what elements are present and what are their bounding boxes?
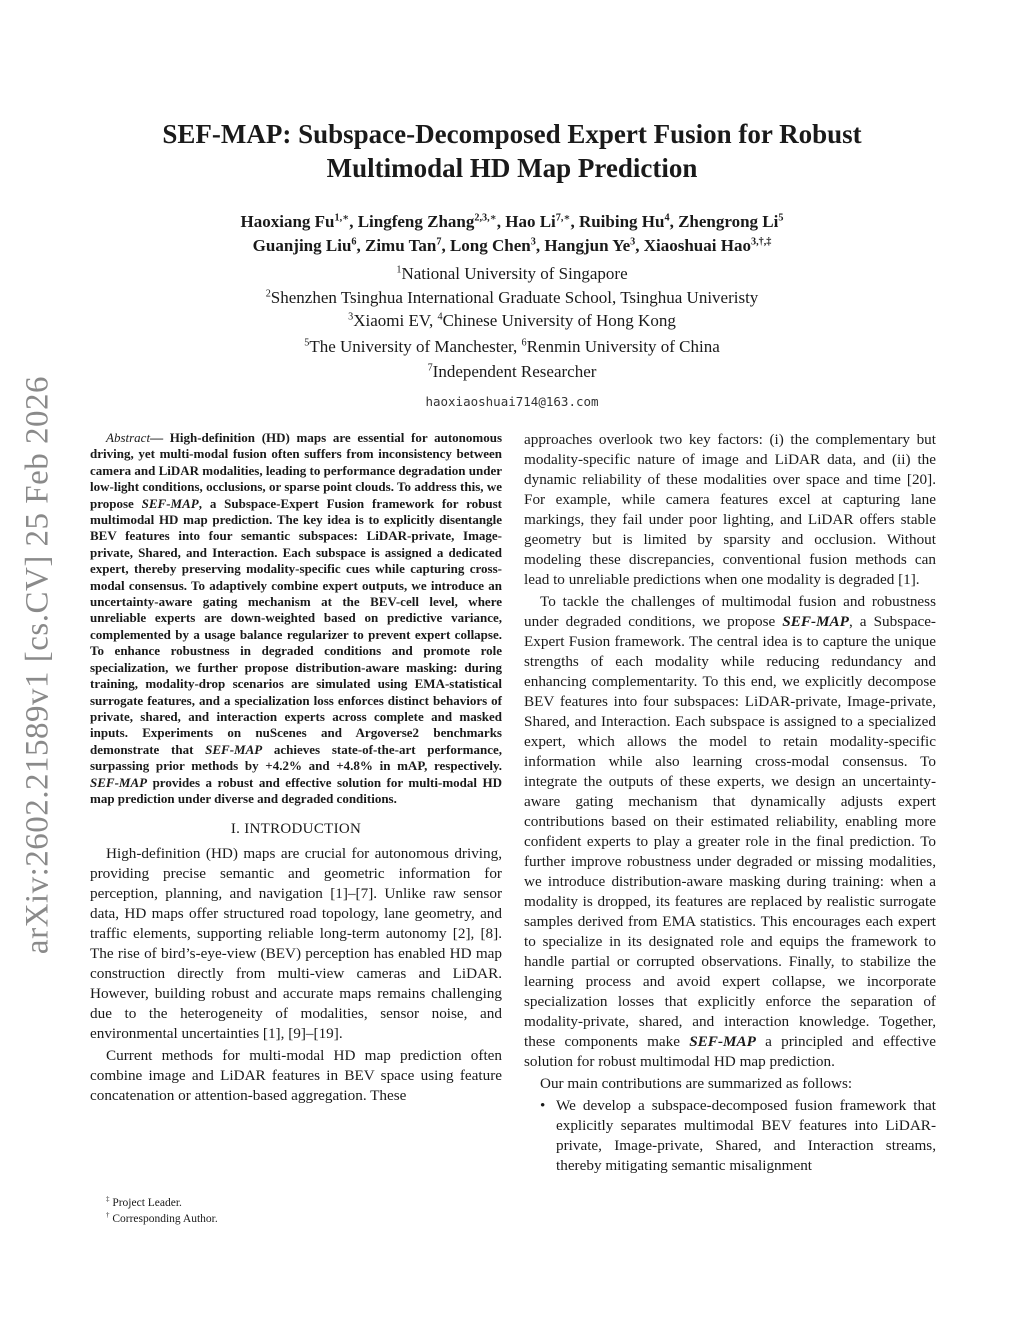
author-affil-mark: 6	[351, 236, 357, 248]
affiliation-4	[120, 335, 904, 359]
section-heading-introduction: I. INTRODUCTION	[230, 821, 362, 838]
author-line-2: Guanjing Liu$^6$, Zimu Tan$^7$, Long Chen$^3$, Hangjun Ye$^3$, Xiaoshuai Hao$^{3,\dagger,\ddagger}$	[252, 236, 772, 255]
model-name: SEF-MAP	[689, 1033, 756, 1050]
intro-paragraph-5: Our main contributions are summarized as follows:	[540, 1075, 853, 1092]
author-name: Hangjun Ye	[544, 236, 631, 255]
author-line-1: Haoxiang $Fu^{1,∗}$, Lingfeng Zhang$^{2,3,∗}$, Hao $Li^{7,∗}$, Ruibing Hu$^4$, Zhengrong Li$^5$	[240, 212, 784, 231]
author-affil-mark: 3,†,‡	[750, 236, 772, 248]
arxiv-identifier-stamp: arXiv:2602.21589v1 [cs.CV] 25 Feb 2026	[19, 375, 56, 955]
author-name: Haoxiang Fu	[240, 212, 335, 231]
author-affil-mark: 1,∗	[334, 212, 350, 224]
left-column	[90, 430, 502, 1106]
affil-mark: 4	[437, 311, 443, 323]
footnote-mark: ‡	[106, 1196, 110, 1204]
footnote-text: Project Leader.	[109, 1197, 182, 1209]
bullet-icon: •	[540, 1097, 546, 1114]
footnote-project-leader	[90, 1195, 502, 1211]
list-item-text: We develop a subspace-decomposed fusion framework that explicitly separates multimodal BEV features into LiDAR-private, Image-private, Shared, and Interaction streams, thereby mitigating semantic misalignment	[556, 1097, 936, 1174]
affil-mark: 7	[427, 362, 433, 374]
affil-text: Shenzhen Tsinghua International Graduate School, Tsinghua Univeristy	[270, 287, 759, 307]
affil-text: National University of Singapore	[401, 264, 628, 283]
model-name: SEF-MAP	[90, 774, 148, 790]
author-affil-mark: 5	[778, 212, 784, 224]
author-affil-mark: 7,∗	[555, 212, 571, 224]
affil-text: The University of Manchester,	[309, 336, 522, 356]
abstract-text: High-definition (HD) maps are essential for autonomous driving, yet multi-modal fusion often suffers from inconsistency between camera and LiDAR modalities, leading to performance degradation under low-light conditions, occlusions, or sparse point clouds. To address this, we propose	[90, 430, 503, 511]
abstract-label: Abstract	[106, 430, 151, 445]
footnote-mark: †	[106, 1212, 110, 1220]
intro-paragraph-1: High-definition (HD) maps are crucial for autonomous driving, providing precise semantic and geometric information for perception, planning, and navigation [1]–[7]. Unlike raw sensor data, HD maps offer structured road topology, lane geometry, and traffic elements, supporting reliable long-term autonomy [2], [8]. The rise of bird’s-eye-view (BEV) perception has enabled HD map construction directly from multi-view cameras and LiDAR. However, building robust and accurate maps remains challenging due to the heterogeneity of modalities, sensor noise, and environmental uncertainties [1], [9]–[19].	[90, 845, 502, 1043]
affiliations	[120, 262, 904, 384]
abstract-text: achieves state-of-the-art performance, surpassing prior methods by +4.2% and +4.8% in mAP, respectively.	[90, 741, 502, 774]
affiliation-3	[120, 309, 904, 333]
footnotes	[90, 1195, 502, 1227]
footnote-text: Corresponding Author.	[109, 1213, 218, 1225]
author-name: Xiaoshuai Hao	[643, 236, 751, 255]
affil-text: Xiaomi EV,	[353, 311, 438, 330]
author-name: Long Chen	[449, 236, 531, 255]
list-item	[524, 1096, 936, 1176]
author-name: Zhengrong Li	[678, 212, 779, 231]
author-affil-mark: 3	[630, 236, 636, 248]
affiliation-5	[120, 360, 904, 384]
affil-mark: 5	[304, 336, 310, 348]
affil-mark: 1	[396, 264, 402, 276]
contact-email[interactable]: haoxiaoshuai714@163.com	[425, 394, 599, 409]
intro-paragraph-2: Current methods for multi-modal HD map prediction often combine image and LiDAR features in BEV space using feature concatenation or attention-based aggregation. These	[90, 1047, 502, 1105]
footnote-corresponding-author	[90, 1211, 502, 1227]
affil-mark: 3	[348, 311, 354, 323]
model-name: SEF-MAP	[782, 613, 849, 630]
abstract-text: , a Subspace-Expert Fusion framework for robust multimodal HD map prediction. The key idea is to explicitly disentangle BEV features into four semantic subspaces: LiDAR-private, Image-private, Shared, and Interaction. Each subspace is assigned a dedicated expert, thereby preserving modality-specific cues while capturing cross-modal consensus. To adaptively combine expert outputs, we introduce an uncertainty-aware gating mechanism at the BEV-cell level, where unreliable experts are down-weighted based on predictive variance, complemented by a usage balance regularizer to prevent expert collapse. To enhance robustness in degraded conditions and promote role specialization, we further propose distribution-aware masking: during training, modality-drop scenarios are simulated using EMA-statistical surrogate features, and a specialization loss enforces distinct behaviors of private, shared, and interaction experts across complete and masked inputs. Experiments on nuScenes and Argoverse2 benchmarks demonstrate that	[90, 495, 502, 757]
right-column	[524, 430, 936, 1176]
model-name: SEF-MAP	[141, 495, 199, 511]
title-line-1: SEF-MAP: Subspace-Decomposed Expert Fusion for Robust	[162, 119, 862, 149]
affiliation-1	[120, 262, 904, 286]
author-name: Ruibing Hu	[578, 212, 665, 231]
title-line-2: Multimodal HD Map Prediction	[326, 153, 698, 183]
paper-title	[120, 117, 904, 185]
author-name: Hao Li	[505, 212, 556, 231]
paragraph-text: To tackle the challenges of multimodal fusion and robustness under degraded conditions, we propose	[524, 593, 936, 630]
intro-paragraph-4	[524, 592, 936, 1072]
affiliation-2	[120, 286, 904, 310]
paragraph-text: , a Subspace-Expert Fusion framework. The central idea is to capture the unique strengths of each modality while reducing redundancy and enhancing complementarity. To this end, we explicitly decompose BEV features into four subspaces: LiDAR-private, Image-private, Shared, and Interaction. Each subspace is assigned to a specialized expert, which allows the model to retain modality-specific information while also learning cross-modal consensus. To integrate the outputs of these experts, we design an uncertainty-aware gating mechanism that dynamically adjusts expert contributions based on their estimated reliability, enabling more confident experts to play a greater role in the final prediction. To further improve robustness under degraded or missing modalities, we introduce distribution-aware masking during training: when a modality is dropped, its features are replaced by realistic surrogate samples derived from EMA statistics. This encourages each expert to specialize in its designated role and equips the framework to handle partial or corrupted observations. Finally, to stabilize the learning process and avoid expert collapse, we incorporate specialization losses that explicitly enforce the separation of modality-private, shared, and interaction knowledge. Together, these components make	[524, 613, 936, 1050]
affil-mark: 2	[265, 287, 271, 299]
affil-text: Chinese University of Hong Kong	[442, 311, 676, 330]
author-name: Zimu Tan	[365, 236, 437, 255]
model-name: SEF-MAP	[205, 741, 263, 757]
contributions-list	[524, 1096, 936, 1176]
affil-mark: 6	[521, 336, 527, 348]
affil-text: Renmin University of China	[526, 336, 720, 356]
paragraph-text: a principled and effective solution for robust multimodal HD map prediction.	[524, 1033, 936, 1070]
author-affil-mark: 3	[530, 236, 536, 248]
abstract	[90, 430, 502, 807]
abstract-dash: —	[150, 430, 170, 445]
intro-paragraph-3: approaches overlook two key factors: (i) the complementary but modality-specific nature of image and LiDAR data, and (ii) the dynamic reliability of these modalities over space and time [20]. For example, while camera features excel at capturing lane markings, they fail under poor lighting, and LiDAR offers stable geometry but is limited by sparsity and occlusion. Without modeling these discrepancies, conventional fusion methods can lead to unreliable predictions when one modality is degraded [1].	[524, 431, 936, 588]
author-name: Guanjing Liu	[252, 236, 352, 255]
affil-text: Independent Researcher	[432, 362, 597, 381]
author-affil-mark: 7	[436, 236, 442, 248]
author-affil-mark: 2,3,∗	[474, 212, 497, 224]
author-affil-mark: 4	[664, 212, 670, 224]
author-name: Lingfeng Zhang	[357, 212, 475, 231]
author-list	[120, 210, 904, 258]
abstract-text: provides a robust and effective solution for multi-modal HD map prediction under diverse and degraded conditions.	[90, 774, 502, 806]
